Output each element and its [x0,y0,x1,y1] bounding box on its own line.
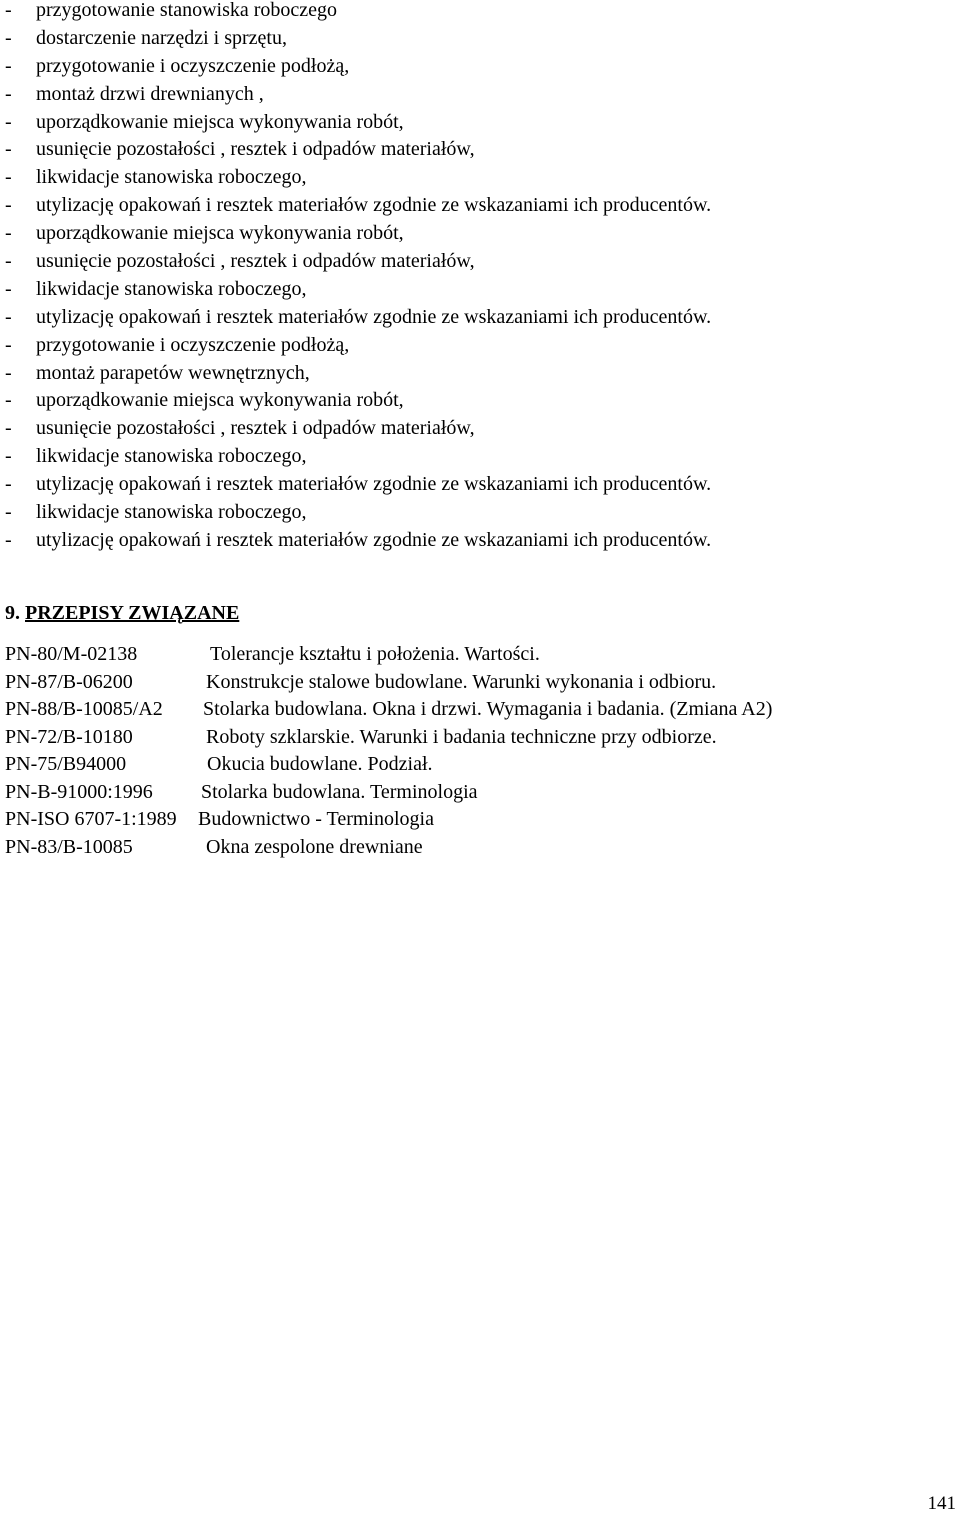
bullet-dash: - [5,277,12,300]
list-item [5,471,711,499]
list-item [5,25,711,53]
standard-description: Konstrukcje stalowe budowlane. Warunki wykonania i odbioru. [206,670,717,693]
bullet-dash: - [5,305,12,328]
standard-code: PN-ISO 6707-1:1989 [5,808,177,830]
bullet-dash: - [5,54,12,77]
section-title: PRZEPISY ZWIĄZANE [25,602,240,624]
bullet-dash: - [5,333,12,356]
bullet-dash: - [5,528,12,551]
list-item [5,81,711,109]
standard-description: Okna zespolone drewniane [206,835,423,858]
list-item [5,304,711,332]
standard-description: Stolarka budowlana. Okna i drzwi. Wymagania i badania. (Zmiana A2) [203,698,773,720]
list-item-text: usunięcie pozostałości , resztek i odpadów materiałów, [36,417,475,440]
list-item-text: uporządkowanie miejsca wykonywania robót, [36,110,404,133]
list-item [5,164,711,192]
list-item [5,53,711,81]
bullet-dash: - [5,417,12,440]
standard-description: Tolerancje kształtu i położenia. Wartości. [210,643,540,665]
list-item-text: uporządkowanie miejsca wykonywania robót, [36,389,404,412]
list-item-text: likwidacje stanowiska roboczego, [36,277,307,300]
bullet-dash: - [5,138,12,161]
bullet-dash: - [5,222,12,245]
list-item [5,192,711,220]
list-item [5,248,711,276]
list-item [5,499,711,527]
page-number: 141 [927,1493,956,1514]
list-item-text: przygotowanie i oczyszczenie podłożą, [36,54,350,77]
bullet-dash: - [5,473,12,496]
list-item [5,0,711,25]
list-item [5,527,711,555]
list-item-text: przygotowanie i oczyszczenie podłożą, [36,333,350,356]
list-item-text: utylizację opakowań i resztek materiałów zgodnie ze wskazaniami ich producentów. [36,528,712,551]
bullet-dash: - [5,250,12,273]
list-item-text: utylizację opakowań i resztek materiałów zgodnie ze wskazaniami ich producentów. [36,194,712,217]
list-item [5,360,711,388]
section-number: 9. [5,602,20,624]
section-heading [5,600,239,627]
standard-description: Roboty szklarskie. Warunki i badania techniczne przy odbiorze. [206,725,717,748]
list-item-text: likwidacje stanowiska roboczego, [36,445,307,468]
list-item-text: montaż drzwi drewnianych , [36,82,264,105]
bullet-dash: - [5,110,12,133]
list-item [5,276,711,304]
list-item-text: utylizację opakowań i resztek materiałów zgodnie ze wskazaniami ich producentów. [36,305,712,328]
standard-description: Okucia budowlane. Podział. [207,753,433,775]
bullet-dash: - [5,166,12,189]
list-item [5,109,711,137]
list-item-text: likwidacje stanowiska roboczego, [36,166,307,189]
list-item-text: utylizację opakowań i resztek materiałów zgodnie ze wskazaniami ich producentów. [36,473,712,496]
list-item-text: montaż parapetów wewnętrznych, [36,361,310,384]
standard-code: PN-72/B-10180 [5,725,133,748]
list-item [5,415,711,443]
standard-code: PN-83/B-10085 [5,835,133,858]
list-item [5,220,711,248]
standard-code: PN-80/M-02138 [5,643,138,665]
list-item-text: likwidacje stanowiska roboczego, [36,501,307,524]
list-item-text: dostarczenie narzędzi i sprzętu, [36,26,287,49]
bullet-dash: - [5,361,12,384]
bullet-dash: - [5,26,12,49]
bullet-dash: - [5,82,12,105]
standard-description: Budownictwo - Terminologia [198,808,434,830]
bullet-dash: - [5,0,12,21]
list-item [5,136,711,164]
bullet-dash: - [5,501,12,524]
bullet-dash: - [5,445,12,468]
list-item-text: usunięcie pozostałości , resztek i odpadów materiałów, [36,138,475,161]
standard-description: Stolarka budowlana. Terminologia [201,780,478,803]
bullet-dash: - [5,389,12,412]
standard-code: PN-B-91000:1996 [5,780,153,803]
list-item-text: usunięcie pozostałości , resztek i odpadów materiałów, [36,250,475,273]
bullet-dash: - [5,194,12,217]
list-item [5,387,711,415]
standard-code: PN-75/B94000 [5,753,127,775]
list-item-text: uporządkowanie miejsca wykonywania robót, [36,222,404,245]
task-bullet-list [5,0,711,555]
list-item-text: przygotowanie stanowiska roboczego [36,0,338,21]
list-item [5,443,711,471]
standard-code: PN-87/B-06200 [5,670,133,693]
list-item [5,332,711,360]
standard-code: PN-88/B-10085/A2 [5,698,163,720]
